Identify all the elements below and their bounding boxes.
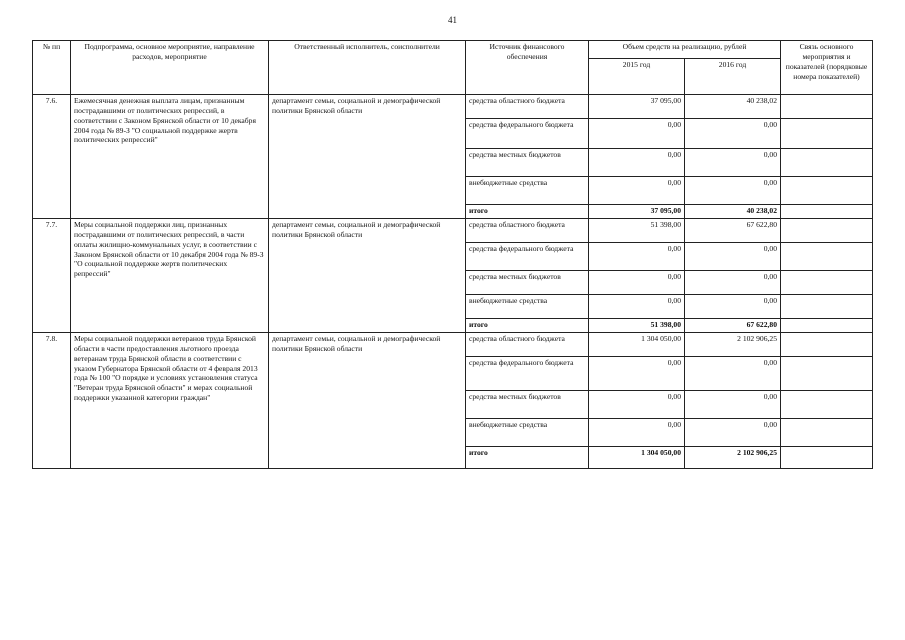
amount-2016: 2 102 906,25: [685, 333, 781, 357]
funding-source: итого: [466, 447, 589, 469]
amount-2016: 67 622,80: [685, 219, 781, 243]
amount-2016: 0,00: [685, 271, 781, 295]
amount-2015: 37 095,00: [589, 95, 685, 119]
funding-source: внебюджетные средства: [466, 419, 589, 447]
indicator-link: [781, 357, 873, 391]
header-num: № пп: [33, 41, 71, 95]
header-year-2016: 2016 год: [685, 59, 781, 95]
table-row: [33, 219, 873, 243]
amount-2016: 0,00: [685, 295, 781, 319]
funding-source: средства местных бюджетов: [466, 271, 589, 295]
amount-2015: 51 398,00: [589, 319, 685, 333]
amount-2015: 1 304 050,00: [589, 447, 685, 469]
indicator-link: [781, 419, 873, 447]
row-number: 7.6.: [33, 95, 71, 219]
executor: департамент семьи, социальной и демографической политики Брянской области: [269, 219, 466, 333]
funding-source: средства областного бюджета: [466, 95, 589, 119]
funding-source: средства местных бюджетов: [466, 391, 589, 419]
activity-title: Ежемесячная денежная выплата лицам, признанным пострадавшими от политических репрессий, в соответствии с Законом Брянской области от 10 декабря 2004 года № 89-З "О социальной поддержке жертв политических репрессий": [71, 95, 269, 219]
funding-source: средства федерального бюджета: [466, 243, 589, 271]
indicator-link: [781, 119, 873, 149]
indicator-link: [781, 149, 873, 177]
funding-source: итого: [466, 319, 589, 333]
header-source: Источник финансового обеспечения: [466, 41, 589, 95]
indicator-link: [781, 205, 873, 219]
indicator-link: [781, 391, 873, 419]
amount-2016: 0,00: [685, 177, 781, 205]
amount-2015: 0,00: [589, 243, 685, 271]
funding-source: средства областного бюджета: [466, 333, 589, 357]
amount-2015: 1 304 050,00: [589, 333, 685, 357]
indicator-link: [781, 243, 873, 271]
table-row: [33, 333, 873, 357]
amount-2016: 0,00: [685, 391, 781, 419]
amount-2016: 2 102 906,25: [685, 447, 781, 469]
amount-2015: 0,00: [589, 177, 685, 205]
funding-source: средства федерального бюджета: [466, 119, 589, 149]
amount-2015: 0,00: [589, 149, 685, 177]
funding-source: внебюджетные средства: [466, 295, 589, 319]
indicator-link: [781, 95, 873, 119]
table-body: [33, 95, 873, 469]
indicator-link: [781, 271, 873, 295]
header-year-2015: 2015 год: [589, 59, 685, 95]
amount-2015: 51 398,00: [589, 219, 685, 243]
executor: департамент семьи, социальной и демографической политики Брянской области: [269, 95, 466, 219]
amount-2016: 0,00: [685, 119, 781, 149]
header-executor: Ответственный исполнитель, соисполнители: [269, 41, 466, 95]
funding-source: средства местных бюджетов: [466, 149, 589, 177]
indicator-link: [781, 177, 873, 205]
table-row: [33, 95, 873, 119]
amount-2015: 0,00: [589, 419, 685, 447]
funding-source: внебюджетные средства: [466, 177, 589, 205]
amount-2016: 0,00: [685, 243, 781, 271]
amount-2016: 0,00: [685, 149, 781, 177]
amount-2015: 0,00: [589, 391, 685, 419]
funding-source: средства федерального бюджета: [466, 357, 589, 391]
indicator-link: [781, 219, 873, 243]
row-number: 7.8.: [33, 333, 71, 469]
amount-2015: 0,00: [589, 119, 685, 149]
header-subprogram: Подпрограмма, основное мероприятие, направление расходов, мероприятие: [71, 41, 269, 95]
executor: департамент семьи, социальной и демографической политики Брянской области: [269, 333, 466, 469]
amount-2015: 37 095,00: [589, 205, 685, 219]
amount-2016: 40 238,02: [685, 95, 781, 119]
funding-source: итого: [466, 205, 589, 219]
indicator-link: [781, 319, 873, 333]
indicator-link: [781, 333, 873, 357]
amount-2016: 0,00: [685, 357, 781, 391]
indicator-link: [781, 447, 873, 469]
page-number: 41: [448, 15, 457, 25]
amount-2015: 0,00: [589, 357, 685, 391]
funding-source: средства областного бюджета: [466, 219, 589, 243]
amount-2015: 0,00: [589, 271, 685, 295]
amount-2016: 40 238,02: [685, 205, 781, 219]
header-link: Связь основного мероприятия и показателей (порядковые номера показателей): [781, 41, 873, 95]
amount-2015: 0,00: [589, 295, 685, 319]
budget-table: [32, 40, 873, 469]
activity-title: Меры социальной поддержки ветеранов труда Брянской области в части предоставления льготного проезда ветеранам труда Брянской области в соответствии с указом Губернатора Брянской области от 4 февраля 2013 года № 100 "О порядке и условиях установления статуса "Ветеран труда Брянской области" и мерах социальной поддержки указанной категории граждан": [71, 333, 269, 469]
amount-2016: 67 622,80: [685, 319, 781, 333]
indicator-link: [781, 295, 873, 319]
header-volume: Объем средств на реализацию, рублей: [589, 41, 781, 59]
activity-title: Меры социальной поддержки лиц, признанных пострадавшими от политических репрессий, в части оплаты жилищно-коммунальных услуг, в соответствии с Законом Брянской области от 10 декабря 2004 года № 89-З "О социальной поддержке жертв политических репрессий": [71, 219, 269, 333]
amount-2016: 0,00: [685, 419, 781, 447]
row-number: 7.7.: [33, 219, 71, 333]
